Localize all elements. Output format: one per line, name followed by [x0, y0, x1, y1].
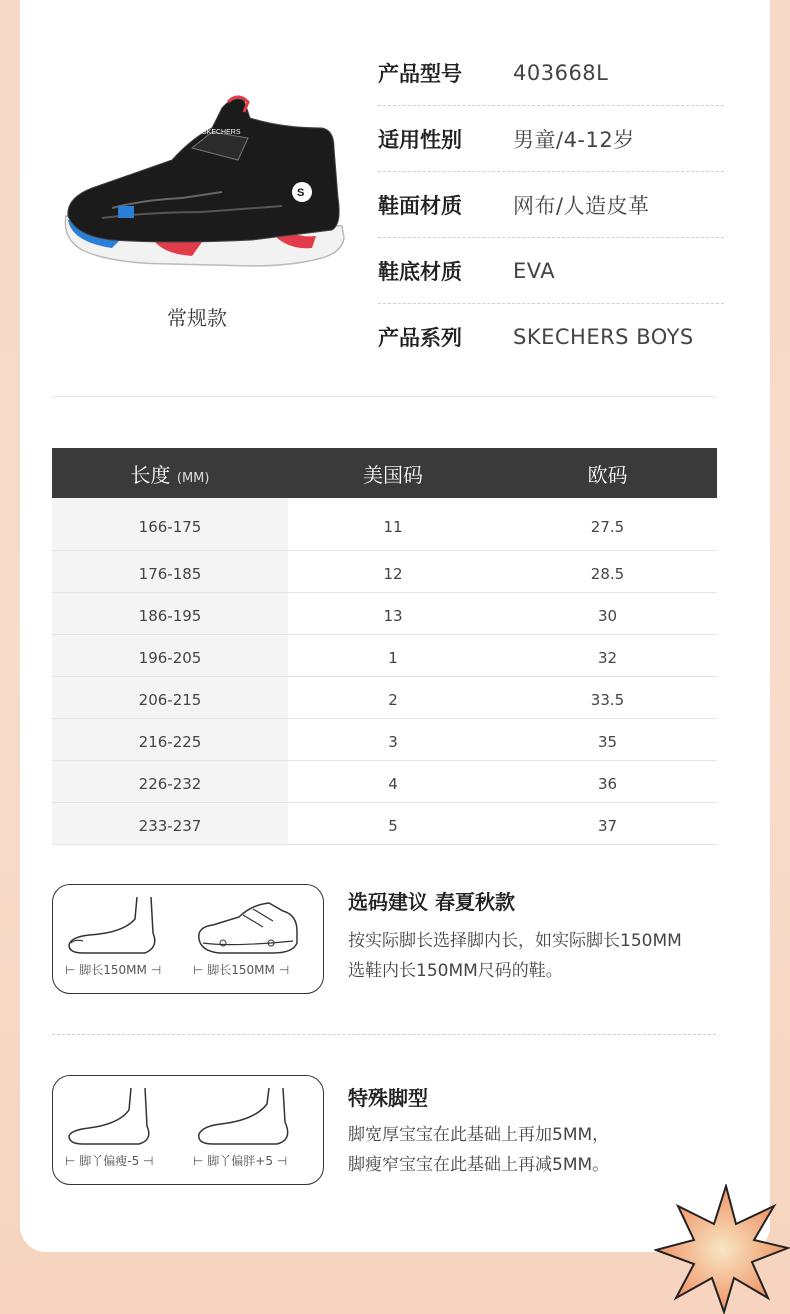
tip-line: 选鞋内长150MM尺码的鞋。: [348, 961, 563, 981]
us-size-cell: 2: [288, 676, 498, 718]
spec-label: 产品系列: [378, 326, 462, 350]
eu-size-cell: 32: [498, 634, 717, 676]
tip-text: [348, 926, 728, 986]
tip-illustration-box: [52, 1075, 324, 1185]
size-length-cell: 176-185: [52, 550, 288, 592]
table-row: [52, 634, 717, 676]
brand-logo-s: S: [297, 187, 305, 199]
size-length-cell: 216-225: [52, 718, 288, 760]
spec-list: [378, 40, 724, 370]
wide-foot-caption: ⊢ 脚丫偏胖+5 ⊣: [193, 1154, 288, 1168]
tip-divider: [52, 1034, 716, 1035]
us-size-cell: 4: [288, 760, 498, 802]
eu-size-cell: 27.5: [498, 498, 717, 550]
product-caption: 常规款: [167, 306, 227, 330]
starburst-decoration: [654, 1184, 790, 1314]
table-row: [52, 760, 717, 802]
thin-foot-icon: [63, 1086, 173, 1148]
size-length-cell: 226-232: [52, 760, 288, 802]
eu-size-cell: 35: [498, 718, 717, 760]
table-row: [52, 498, 717, 550]
foot-icon: [63, 895, 173, 957]
header-eu-size: 欧码: [498, 448, 717, 498]
shoe-illustration: [52, 88, 352, 288]
spec-value: 男童/4-12岁: [513, 127, 635, 152]
eu-size-cell: 36: [498, 760, 717, 802]
section-divider: [52, 396, 716, 397]
table-row: [52, 676, 717, 718]
tip-line: 按实际脚长选择脚内长，如实际脚长150MM: [348, 931, 682, 951]
spec-value: 网布/人造皮革: [513, 193, 650, 218]
table-header-row: [52, 448, 717, 498]
size-table: [52, 448, 717, 845]
product-image: [52, 88, 352, 298]
tip-line: 脚瘦窄宝宝在此基础上再减5MM。: [348, 1155, 610, 1175]
spec-row-sole-material: [378, 238, 724, 304]
spec-row-gender: [378, 106, 724, 172]
spec-value: EVA: [513, 258, 556, 283]
tip-text: [348, 1120, 728, 1180]
eu-size-cell: 33.5: [498, 676, 717, 718]
table-row: [52, 550, 717, 592]
tip-title: 特殊脚型: [348, 1086, 428, 1110]
spec-row-model: [378, 40, 724, 106]
tip-line: 脚宽厚宝宝在此基础上再加5MM，: [348, 1125, 610, 1145]
wide-foot-icon: [193, 1086, 303, 1148]
table-row: [52, 718, 717, 760]
spec-value: 403668L: [513, 60, 609, 85]
tip-title: 选码建议 春夏秋款: [348, 890, 515, 914]
shoe-length-caption: ⊢ 脚长150MM ⊣: [193, 963, 290, 977]
us-size-cell: 3: [288, 718, 498, 760]
foot-length-caption: ⊢ 脚长150MM ⊣: [65, 963, 162, 977]
thin-foot-caption: ⊢ 脚丫偏瘦-5 ⊣: [65, 1154, 154, 1168]
eu-size-cell: 28.5: [498, 550, 717, 592]
us-size-cell: 11: [288, 498, 498, 550]
eu-size-cell: 37: [498, 802, 717, 844]
eu-size-cell: 30: [498, 592, 717, 634]
spec-label: 适用性别: [378, 127, 462, 152]
us-size-cell: 5: [288, 802, 498, 844]
spec-value: SKECHERS BOYS: [513, 325, 694, 349]
header-length-unit: (MM): [176, 470, 210, 486]
spec-row-upper-material: [378, 172, 724, 238]
us-size-cell: 12: [288, 550, 498, 592]
us-size-cell: 1: [288, 634, 498, 676]
tip-illustration-box: [52, 884, 324, 994]
table-row: [52, 592, 717, 634]
size-length-cell: 186-195: [52, 592, 288, 634]
header-us-size: 美国码: [288, 448, 498, 498]
table-row: [52, 802, 717, 844]
shoe-brand-text: SKECHERS: [202, 129, 241, 136]
shoe-outline-icon: [193, 897, 303, 957]
size-length-cell: 196-205: [52, 634, 288, 676]
spec-label: 鞋底材质: [378, 259, 462, 284]
size-length-cell: 233-237: [52, 802, 288, 844]
spec-label: 鞋面材质: [378, 193, 462, 218]
size-length-cell: 166-175: [52, 498, 288, 550]
spec-row-series: [378, 304, 724, 370]
header-length: [52, 448, 288, 498]
spec-label: 产品型号: [378, 61, 462, 86]
size-length-cell: 206-215: [52, 676, 288, 718]
us-size-cell: 13: [288, 592, 498, 634]
header-length-label: 长度: [130, 462, 171, 487]
